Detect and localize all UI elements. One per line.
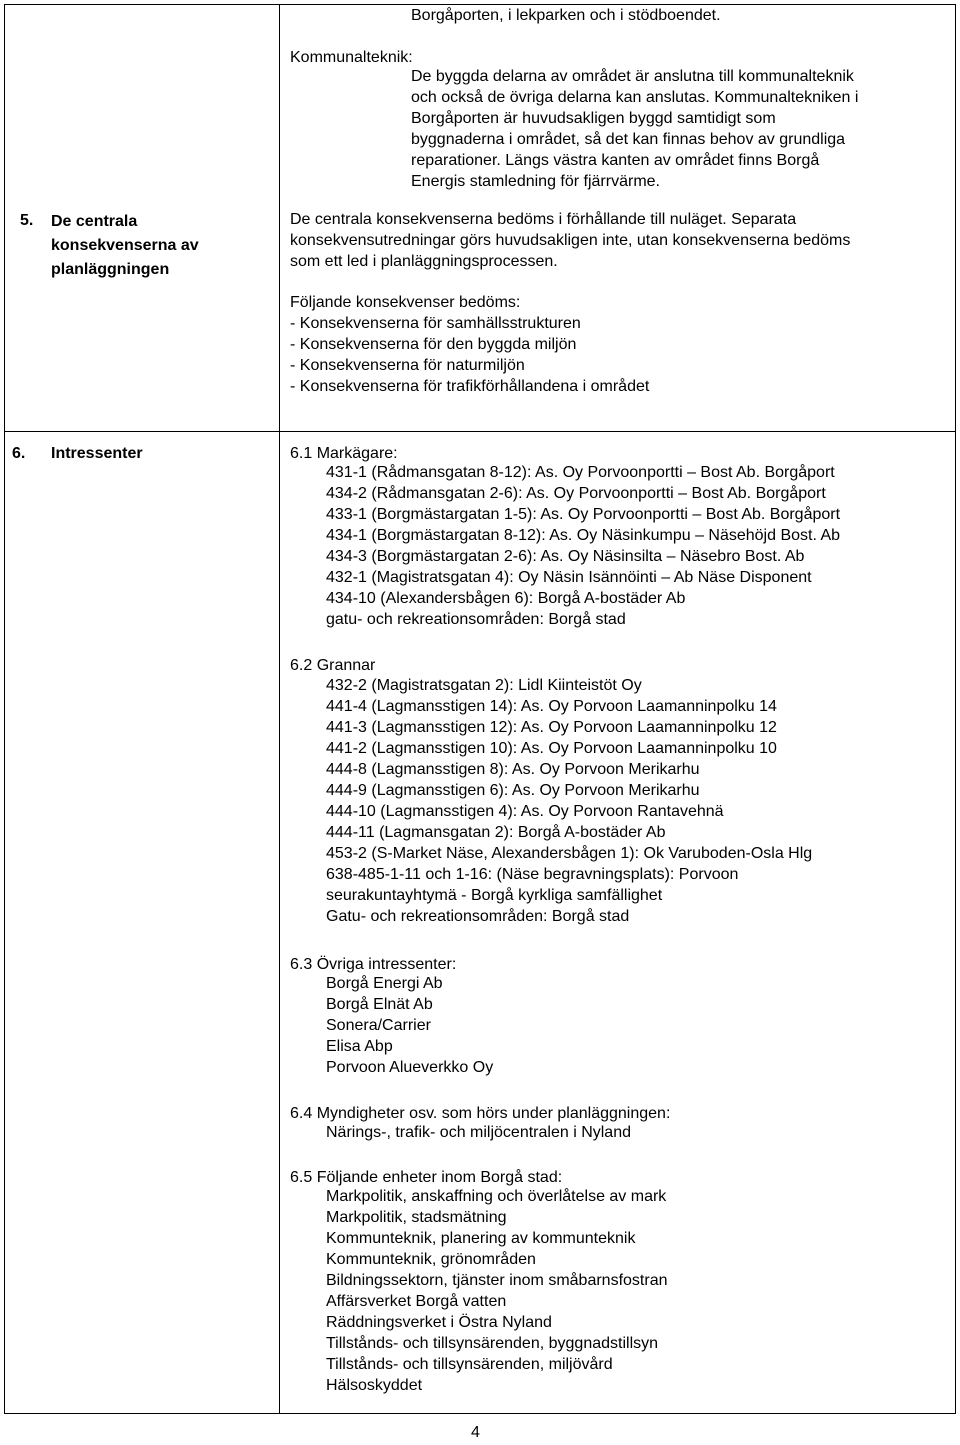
list-item: Tillstånds- och tillsynsärenden, miljövård (326, 1356, 613, 1373)
list-item: 434-1 (Borgmästargatan 8-12): As. Oy Näsinkumpu – Näsehöjd Bost. Ab (326, 527, 841, 544)
list-item: Affärsverket Borgå vatten (326, 1293, 507, 1310)
list-item: Gatu- och rekreationsområden: Borgå stad (326, 908, 630, 925)
list-item: Sonera/Carrier (326, 1017, 431, 1034)
section-5-title (51, 210, 199, 282)
text-line: Följande konsekvenser bedöms: (290, 294, 521, 311)
text-line: och också de övriga delarna kan anslutas. Kommunaltekniken i (411, 89, 859, 106)
list-item: Räddningsverket i Östra Nyland (326, 1314, 552, 1331)
list-item: Markpolitik, anskaffning och överlåtelse av mark (326, 1188, 667, 1205)
row-divider (5, 431, 955, 432)
list-item: Elisa Abp (326, 1038, 393, 1055)
list-item: 433-1 (Borgmästargatan 1-5): As. Oy Porvoonportti – Bost Ab. Borgåport (326, 506, 841, 523)
list-item: Borgå Energi Ab (326, 975, 443, 992)
section-5-number: 5. (20, 212, 34, 229)
list-item: 431-1 (Rådmansgatan 8-12): As. Oy Porvoonportti – Bost Ab. Borgåport (326, 464, 835, 481)
list-item: Närings-, trafik- och miljöcentralen i Nyland (326, 1124, 631, 1141)
list-item: Borgå Elnät Ab (326, 996, 433, 1013)
list-item: 453-2 (S-Market Näse, Alexandersbågen 1): Ok Varuboden-Osla Hlg (326, 845, 813, 862)
subsection-heading-6-5: 6.5 Följande enheter inom Borgå stad: (290, 1169, 563, 1186)
list-item: 441-4 (Lagmansstigen 14): As. Oy Porvoon Laamanninpolku 14 (326, 698, 777, 715)
neighbours-list (326, 677, 812, 929)
list-item: Kommunteknik, planering av kommunteknik (326, 1230, 636, 1247)
kommunalteknik-label: Kommunalteknik: (290, 49, 413, 66)
text-line: Borgåporten är huvudsakligen byggd samtidigt som (411, 110, 776, 127)
authorities-list (326, 1124, 631, 1145)
section-6-title: Intressenter (51, 445, 143, 462)
list-item: 444-10 (Lagmansstigen 4): As. Oy Porvoon Rantavehnä (326, 803, 724, 820)
list-item: Markpolitik, stadsmätning (326, 1209, 507, 1226)
list-item: Kommunteknik, grönområden (326, 1251, 536, 1268)
row4-top-line: Borgåporten, i lekparken och i stödboendet. (411, 7, 721, 24)
text-line: konsekvensutredningar görs huvudsakligen inte, utan konsekvenserna bedöms (290, 232, 851, 249)
text-line: som ett led i planläggningsprocessen. (290, 253, 558, 270)
column-divider (279, 5, 280, 1413)
list-item: 638-485-1-11 och 1-16: (Näse begravningsplats): Porvoon (326, 866, 739, 883)
subsection-heading-6-2: 6.2 Grannar (290, 657, 376, 674)
section-5-list (290, 294, 649, 399)
list-item: Tillstånds- och tillsynsärenden, byggnadstillsyn (326, 1335, 659, 1352)
list-item: seurakuntayhtymä - Borgå kyrkliga samfällighet (326, 887, 663, 904)
list-item: 444-8 (Lagmansstigen 8): As. Oy Porvoon Merikarhu (326, 761, 700, 778)
list-item: 444-9 (Lagmansstigen 6): As. Oy Porvoon Merikarhu (326, 782, 700, 799)
text-line: Energis stamledning för fjärrvärme. (411, 173, 660, 190)
text-line: - Konsekvenserna för trafikförhållandena i området (290, 378, 650, 395)
text-line: De byggda delarna av området är anslutna till kommunalteknik (411, 68, 854, 85)
title-line: De centrala (51, 213, 138, 230)
list-item: 441-2 (Lagmansstigen 10): As. Oy Porvoon Laamanninpolku 10 (326, 740, 777, 757)
list-item: Hälsoskyddet (326, 1377, 423, 1394)
list-item: 432-1 (Magistratsgatan 4): Oy Näsin Isännöinti – Ab Näse Disponent (326, 569, 812, 586)
subsection-heading-6-4: 6.4 Myndigheter osv. som hörs under planläggningen: (290, 1105, 671, 1122)
kommunalteknik-text (411, 68, 858, 194)
title-line: planläggningen (51, 261, 170, 278)
text-line: De centrala konsekvenserna bedöms i förhållande till nuläget. Separata (290, 211, 797, 228)
other-stakeholders-list (326, 975, 493, 1080)
list-item: 441-3 (Lagmansstigen 12): As. Oy Porvoon Laamanninpolku 12 (326, 719, 777, 736)
text-line: reparationer. Längs västra kanten av området finns Borgå (411, 152, 820, 169)
section-6-number: 6. (12, 445, 26, 462)
list-item: 434-3 (Borgmästargatan 2-6): As. Oy Näsinsilta – Näsebro Bost. Ab (326, 548, 805, 565)
subsection-heading-6-1: 6.1 Markägare: (290, 445, 398, 462)
list-item: Porvoon Alueverkko Oy (326, 1059, 494, 1076)
list-item: 434-10 (Alexandersbågen 6): Borgå A-bostäder Ab (326, 590, 686, 607)
list-item: 434-2 (Rådmansgatan 2-6): As. Oy Porvoonportti – Bost Ab. Borgåport (326, 485, 826, 502)
text-line: - Konsekvenserna för den byggda miljön (290, 336, 577, 353)
list-item: 444-11 (Lagmansgatan 2): Borgå A-bostäder Ab (326, 824, 666, 841)
subsection-heading-6-3: 6.3 Övriga intressenter: (290, 956, 457, 973)
list-item: Bildningssektorn, tjänster inom småbarnsfostran (326, 1272, 668, 1289)
city-units-list (326, 1188, 668, 1398)
page-number: 4 (471, 1424, 480, 1441)
list-item: 432-2 (Magistratsgatan 2): Lidl Kiinteistöt Oy (326, 677, 642, 694)
list-item: gatu- och rekreationsområden: Borgå stad (326, 611, 626, 628)
landowners-list (326, 464, 840, 632)
text-line: - Konsekvenserna för naturmiljön (290, 357, 525, 374)
section-5-intro (290, 211, 850, 274)
title-line: konsekvenserna av (51, 237, 199, 254)
text-line: - Konsekvenserna för samhällsstrukturen (290, 315, 581, 332)
text-line: byggnaderna i området, så det kan finnas behov av grundliga (411, 131, 846, 148)
